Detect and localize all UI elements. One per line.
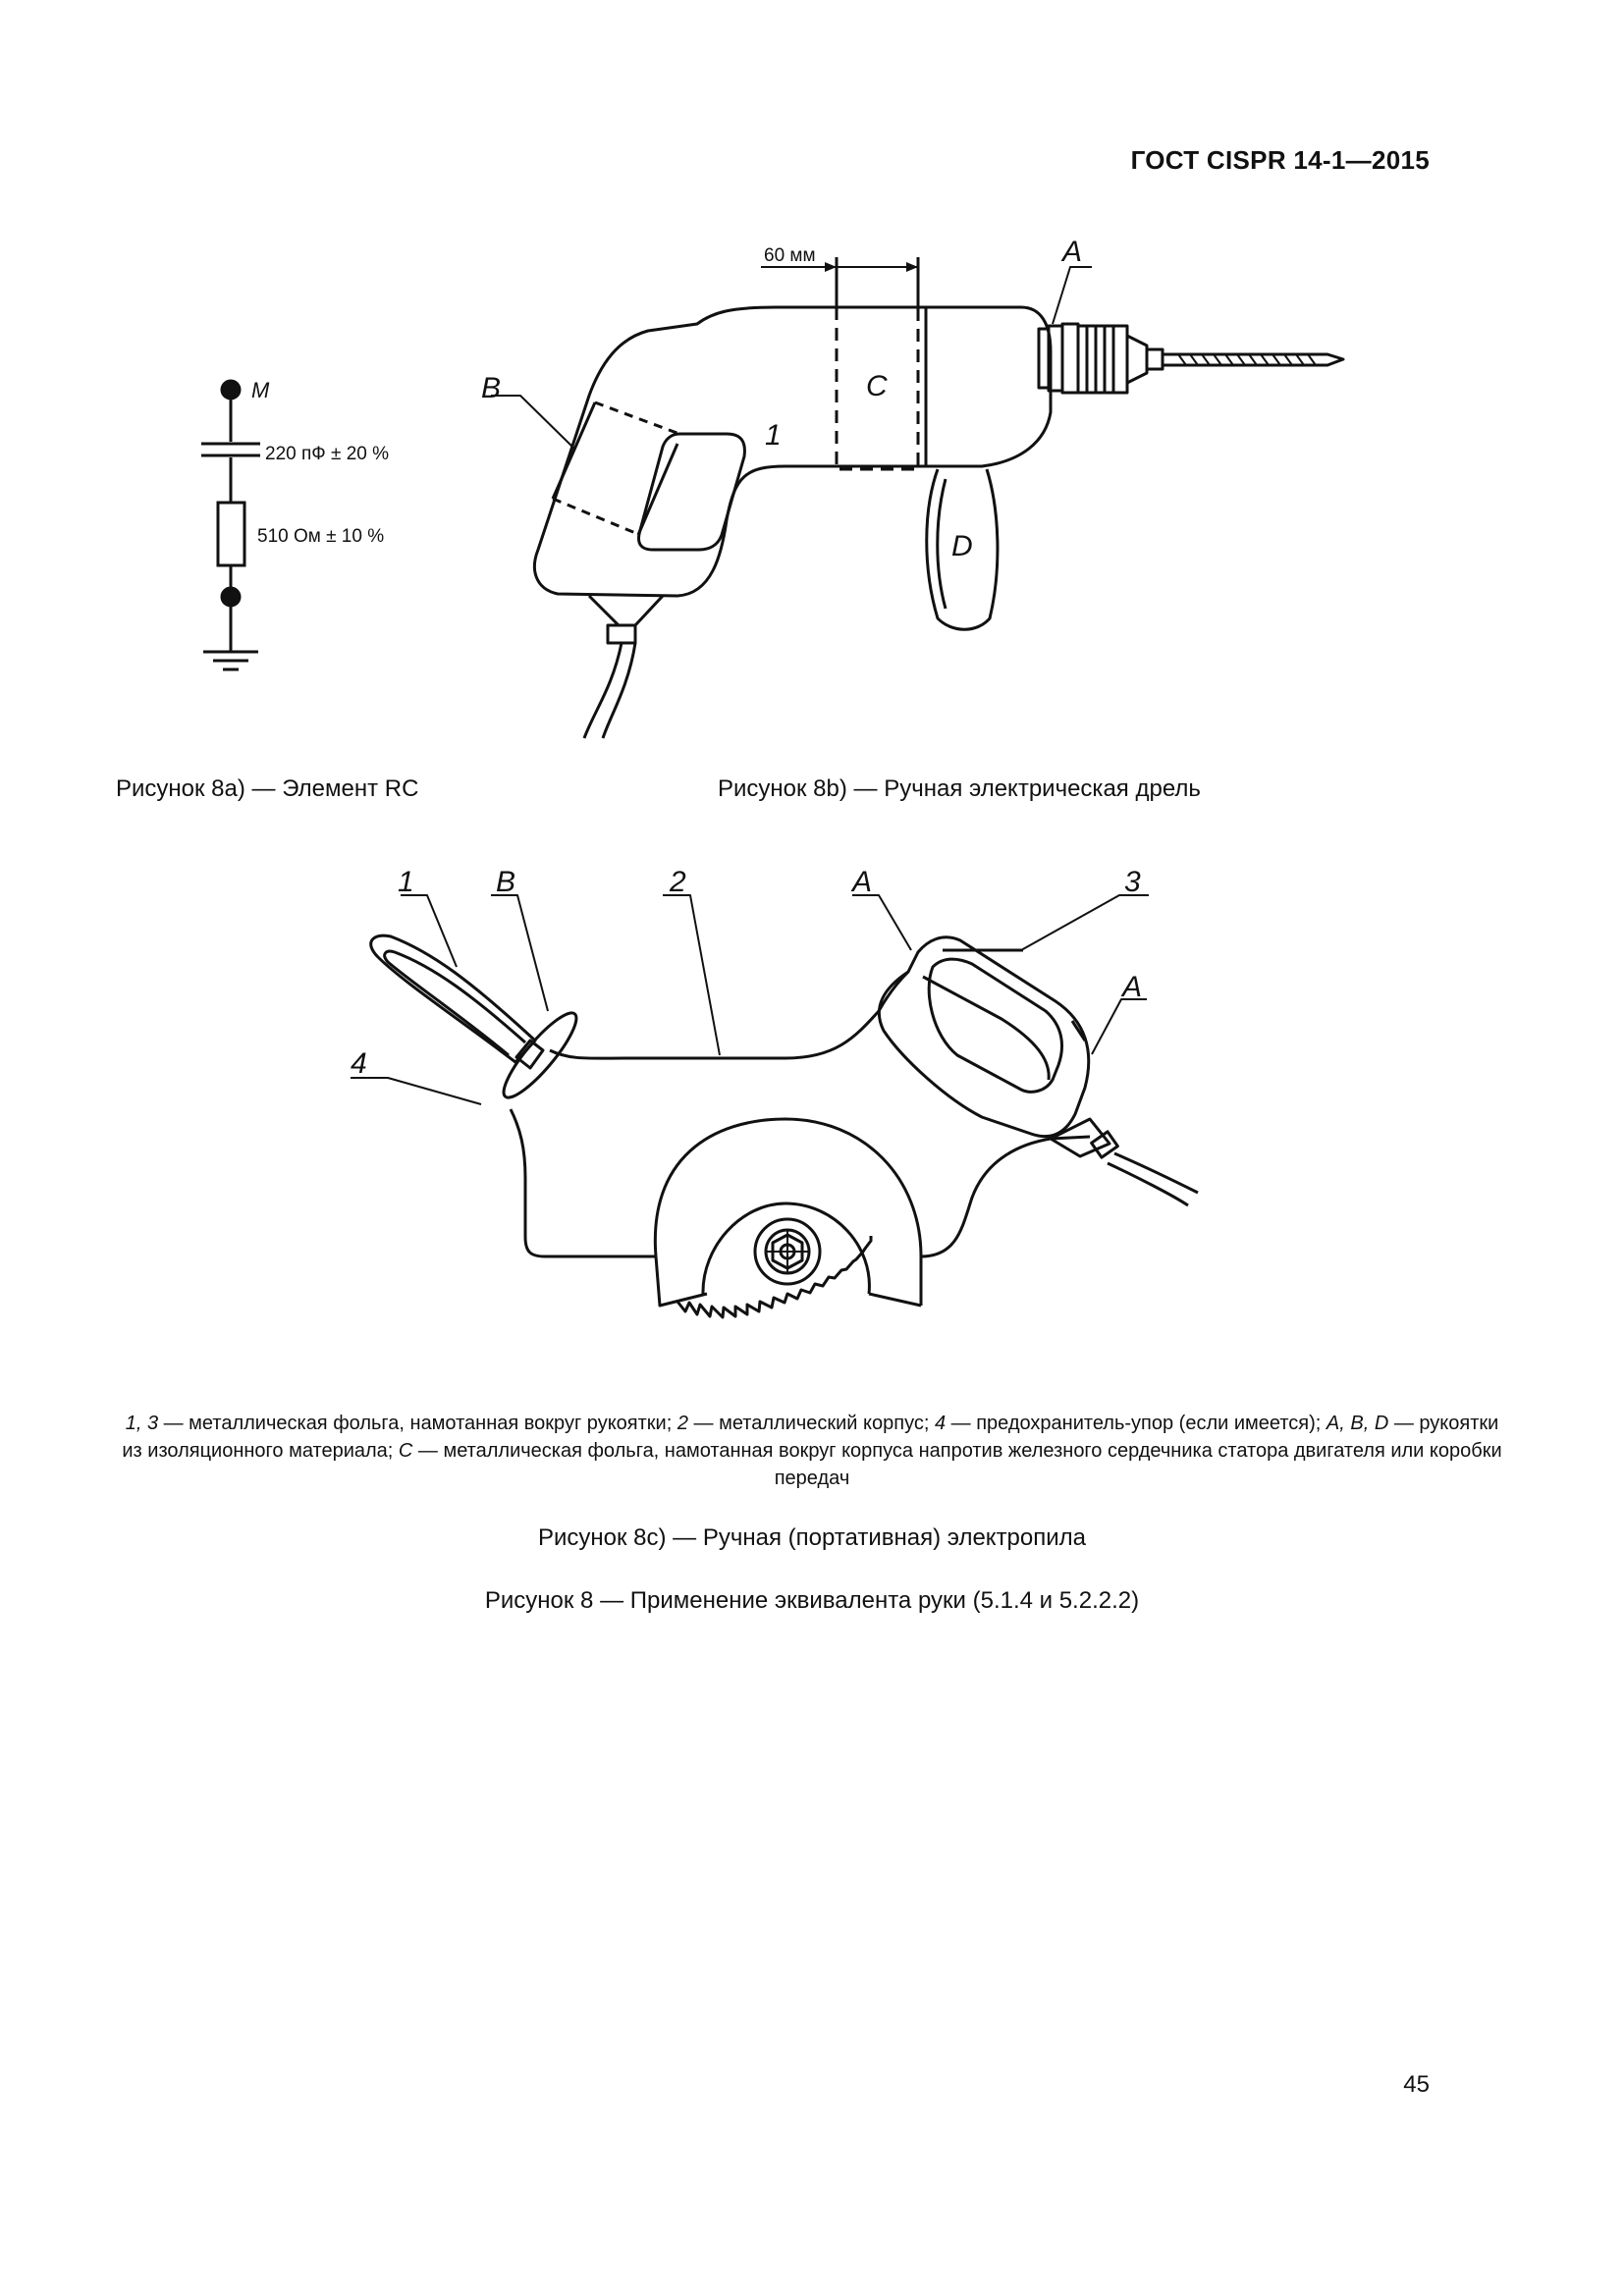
drill-label-c: C — [866, 370, 888, 402]
rc-element-schematic — [201, 381, 260, 669]
figure-8c-caption: Рисунок 8с) — Ручная (портативная) электропила — [537, 1524, 1087, 1551]
drill-cable — [584, 643, 622, 738]
hand-drill-drawing — [491, 257, 1343, 738]
saw-label-b: B — [496, 866, 516, 898]
circular-saw-drawing — [351, 888, 1198, 1317]
drill-label-d: D — [951, 530, 973, 562]
dimension-60mm: 60 мм — [764, 245, 816, 266]
legend-text-1: — металлическая фольга, намотанная вокруг рукоятки; — [158, 1413, 677, 1434]
drill-label-b: B — [481, 372, 502, 404]
figure-8c-legend — [118, 1410, 1506, 1492]
capacitor-value: 220 пФ ± 20 % — [265, 444, 390, 464]
legend-key-4: 4 — [934, 1413, 947, 1434]
legend-key-abd: A, B, D — [1326, 1413, 1389, 1434]
cable-sleeve — [608, 625, 635, 643]
drill-label-1: 1 — [765, 419, 782, 452]
junction-dot — [222, 588, 240, 606]
figure-8a-caption: Рисунок 8а) — Элемент RC — [116, 775, 419, 802]
resistor-symbol — [218, 503, 244, 565]
saw-front-handle — [879, 937, 1088, 1137]
legend-key-1-3: 1, 3 — [125, 1413, 159, 1434]
figure-8b-caption: Рисунок 8b) — Ручная электрическая дрель — [718, 775, 1201, 802]
drill-label-a: A — [1062, 236, 1083, 268]
legend-text-2: — металлический корпус; — [687, 1413, 935, 1434]
legend-text-4: — рукоятки из изоляционного материала; — [122, 1413, 1499, 1462]
resistor-value: 510 Ом ± 10 % — [257, 526, 385, 547]
blade-guard — [655, 1119, 921, 1306]
legend-key-c: C — [398, 1440, 413, 1462]
terminal-m-label: M — [251, 378, 270, 402]
saw-label-a-right: A — [1122, 971, 1143, 1003]
legend-text-3: — предохранитель-упор (если имеется); — [946, 1413, 1326, 1434]
legend-text-5: — металлическая фольга, намотанная вокруг корпуса напротив железного сердечника статора двигателя или коробки передач — [412, 1440, 1502, 1489]
page-number: 45 — [1403, 2071, 1430, 2098]
saw-label-2: 2 — [670, 866, 686, 898]
saw-body-front — [921, 1137, 1090, 1256]
saw-body-top — [550, 972, 908, 1058]
legend-key-2: 2 — [677, 1413, 688, 1434]
saw-label-a-top: A — [852, 866, 873, 898]
drill-body — [534, 307, 1051, 596]
saw-label-1: 1 — [398, 866, 414, 898]
saw-rear-handle — [371, 935, 535, 1062]
document-standard-header: ГОСТ CISPR 14-1—2015 — [1130, 145, 1430, 175]
saw-label-4: 4 — [351, 1047, 367, 1080]
saw-label-3: 3 — [1124, 866, 1141, 898]
figure-8-caption: Рисунок 8 — Применение эквивалента руки (5.1.4 и 5.2.2.2) — [484, 1587, 1140, 1614]
